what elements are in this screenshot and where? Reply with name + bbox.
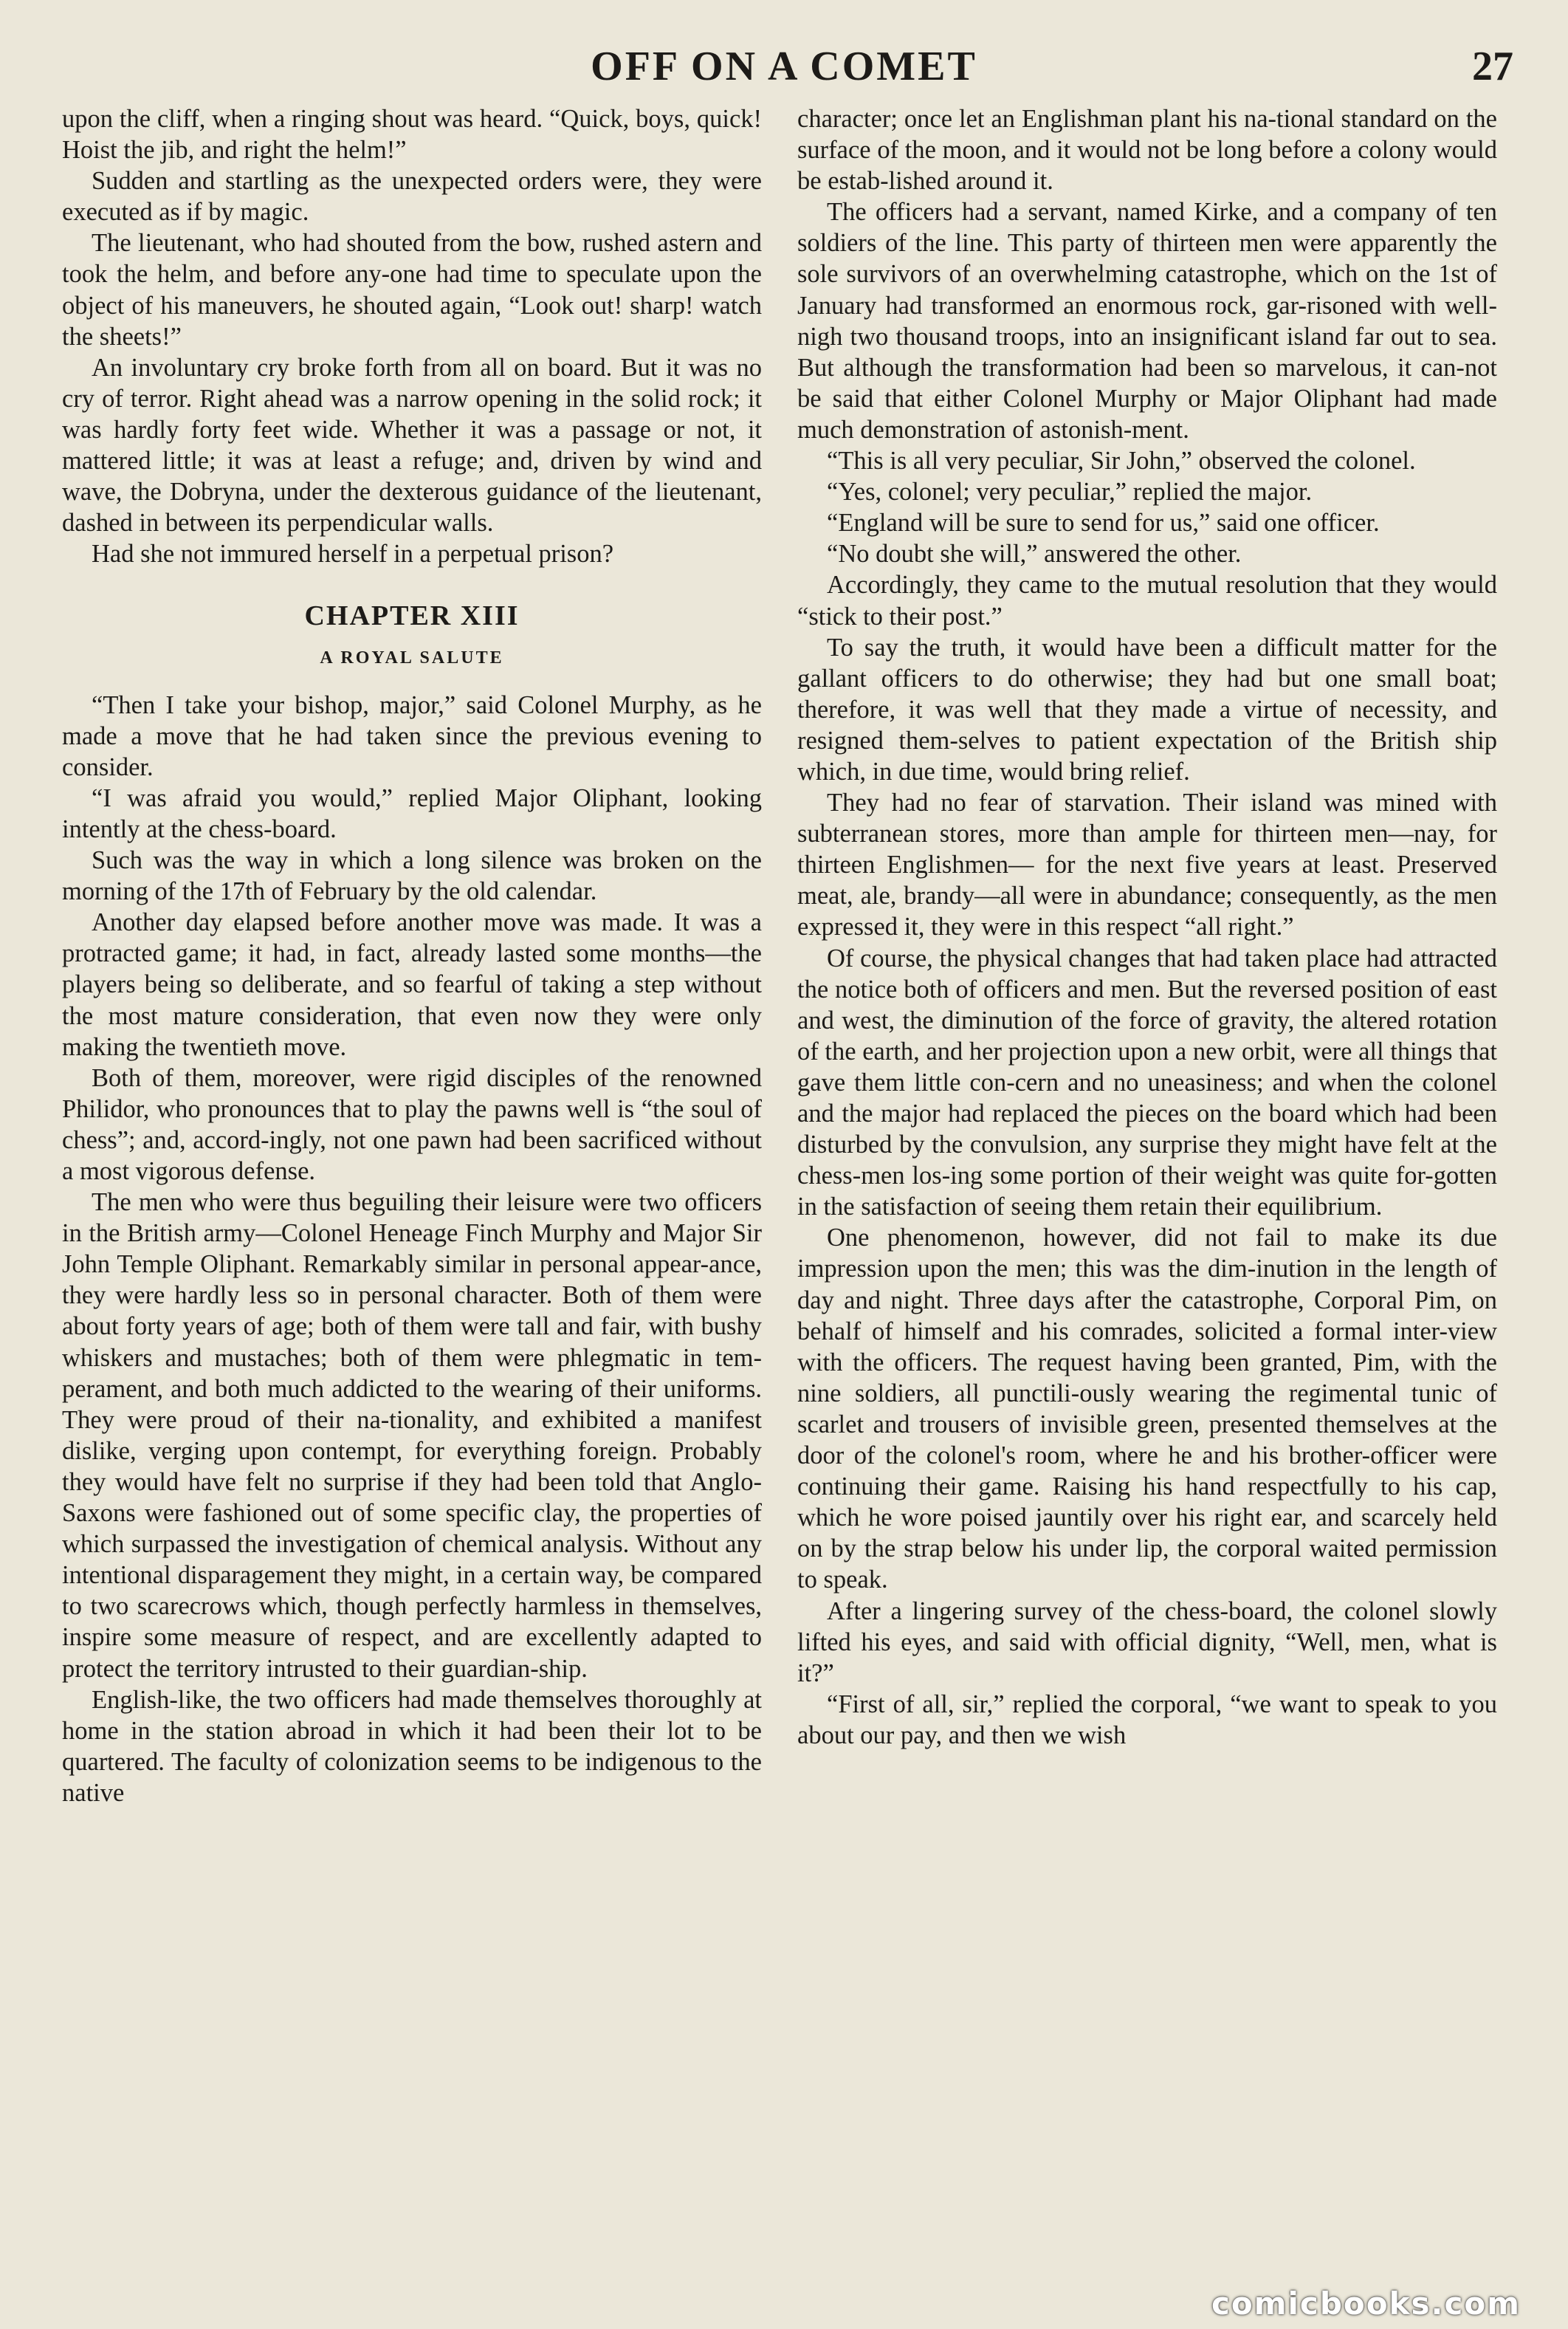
paragraph: The lieutenant, who had shouted from the bow, rushed astern and took the helm, and before any-one had time to speculate upon the object of his maneuvers, he shouted again, “Look out! sharp! watch the sheets!” <box>62 229 762 351</box>
paragraph: The men who were thus beguiling their leisure were two officers in the British army—Colonel Heneage Finch Murphy and Major Sir John Temple Oliphant. Remarkably similar in personal appear-ance, they were hardly less so in personal character. Both of them were about forty years of age; both of them were tall and fair, with bushy whiskers and mustaches; both of them were phlegmatic in tem-perament, and both much addicted to the wearing of their uniforms. They were proud of their na-tionality, and exhibited a manifest dislike, verging upon contempt, for everything foreign. Probably they would have felt no surprise if they had been told that Anglo-Saxons were fashioned out of some specific clay, the properties of which surpassed the investigation of chemical analysis. Without any intentional disparagement they might, in a certain way, be compared to two scarecrows which, though perfectly harmless in themselves, inspire some measure of respect, and are excellently adapted to protect the territory intrusted to their guardian-ship. <box>62 1188 762 1683</box>
paragraph: English-like, the two officers had made themselves thoroughly at home in the station abroad in which it had been their lot to be quartered. The faculty of colonization seems to be indigenous to the native <box>62 1685 762 1807</box>
watermark: comicbooks.com <box>1211 2285 1521 2322</box>
paragraph: They had no fear of starvation. Their island was mined with subterranean stores, more than ample for thirteen men—nay, for thirteen Englishmen— for the next five years at least. Preserved meat, ale, brandy—all were in abundance; consequently, as the men expressed it, they were in this respect “all right.” <box>797 789 1497 941</box>
paragraph: character; once let an Englishman plant his na-tional standard on the surface of the moon, and it would not be long before a colony would be estab-lished around it. <box>797 105 1497 196</box>
right-column <box>797 103 1497 1751</box>
paragraph: “No doubt she will,” answered the other. <box>827 540 1242 569</box>
paragraph: “England will be sure to send for us,” said one officer. <box>827 509 1380 538</box>
paragraph: After a lingering survey of the chess-board, the colonel slowly lifted his eyes, and said with official dignity, “Well, men, what is it?” <box>797 1596 1497 1687</box>
paragraph: upon the cliff, when a ringing shout was heard. “Quick, boys, quick! Hoist the jib, and right the helm!” <box>62 105 762 165</box>
paragraph: Of course, the physical changes that had taken place had attracted the notice both of officers and men. But the reversed position of east and west, the diminution of the force of gravity, the altered rotation of the earth, and her projection upon a new orbit, were all things that gave them little con-cern and no uneasiness; and when the colonel and the major had replaced the pieces on the board which had been disturbed by the convulsion, any surprise they might have felt at the chess-men los-ing some portion of their weight was quite for-gotten in the satisfaction of seeing them retain their equilibrium. <box>797 944 1497 1221</box>
paragraph: “This is all very peculiar, Sir John,” observed the colonel. <box>827 447 1416 476</box>
running-head <box>0 43 1568 95</box>
paragraph: “First of all, sir,” replied the corporal, “we want to speak to you about our pay, and then we wish <box>797 1690 1497 1749</box>
page-number: 27 <box>1472 44 1513 89</box>
paragraph: “I was afraid you would,” replied Major Oliphant, looking intently at the chess-board. <box>62 783 762 843</box>
paragraph: The officers had a servant, named Kirke, and a company of ten soldiers of the line. This party of thirteen men were apparently the sole survivors of an overwhelming catastrophe, which on the 1st of January had transformed an enormous rock, gar-risoned with well-nigh two thousand troops, into an insignificant island far out to sea. But although the transformation had been so marvelous, it can-not be said that either Colonel Murphy or Major Oliphant had made much demonstration of astonish-ment. <box>797 198 1497 444</box>
paragraph: To say the truth, it would have been a difficult matter for the gallant officers to do otherwise; they had but one small boat; therefore, it was well that they made a virtue of necessity, and resigned them-selves to patient expectation of the British ship which, in due time, would bring relief. <box>797 633 1497 786</box>
paragraph: “Then I take your bishop, major,” said Colonel Murphy, as he made a move that he had taken since the previous evening to consider. <box>62 690 762 781</box>
paragraph: Such was the way in which a long silence was broken on the morning of the 17th of February by the old calendar. <box>62 846 762 906</box>
chapter-title: CHAPTER XIII <box>304 600 520 632</box>
left-column <box>62 103 762 1808</box>
paragraph: Sudden and startling as the unexpected orders were, they were executed as if by magic. <box>62 167 762 227</box>
paragraph: Had she not immured herself in a perpetual prison? <box>92 540 614 569</box>
running-title: OFF ON A COMET <box>591 44 977 89</box>
chapter-subtitle: A ROYAL SALUTE <box>320 648 504 668</box>
paragraph: An involuntary cry broke forth from all on board. But it was no cry of terror. Right ahead was a narrow opening in the solid rock; it was hardly forty feet wide. Whether it was a passage or not, it mattered little; it was at least a refuge; and, driven by wind and wave, the Dobryna, under the dexterous guidance of the lieutenant, dashed in between its perpendicular walls. <box>62 353 762 538</box>
paragraph: One phenomenon, however, did not fail to make its due impression upon the men; this was the dim-inution in the length of day and night. Three days after the catastrophe, Corporal Pim, on behalf of himself and his comrades, solicited a formal inter-view with the officers. The request having been granted, Pim, with the nine soldiers, all punctili-ously wearing the regimental tunic of scarlet and trousers of invisible green, presented themselves at the door of the colonel's room, where he and his brother-officer were continuing their game. Raising his hand respectfully to his cap, which he wore poised jauntily over his right ear, and scarcely held on by the strap below his under lip, the corporal waited permission to speak. <box>797 1224 1497 1594</box>
paragraph: “Yes, colonel; very peculiar,” replied the major. <box>827 478 1313 507</box>
paragraph: Accordingly, they came to the mutual resolution that they would “stick to their post.” <box>797 571 1497 631</box>
paragraph: Another day elapsed before another move was made. It was a protracted game; it had, in fact, already lasted some months—the players being so deliberate, and so fearful of taking a step without the most mature consideration, that even now they were only making the twentieth move. <box>62 908 762 1061</box>
paragraph: Both of them, moreover, were rigid disciples of the renowned Philidor, who pronounces that to play the pawns well is “the soul of chess”; and, accord-ingly, not one pawn had been sacrificed without a most vigorous defense. <box>62 1063 762 1185</box>
